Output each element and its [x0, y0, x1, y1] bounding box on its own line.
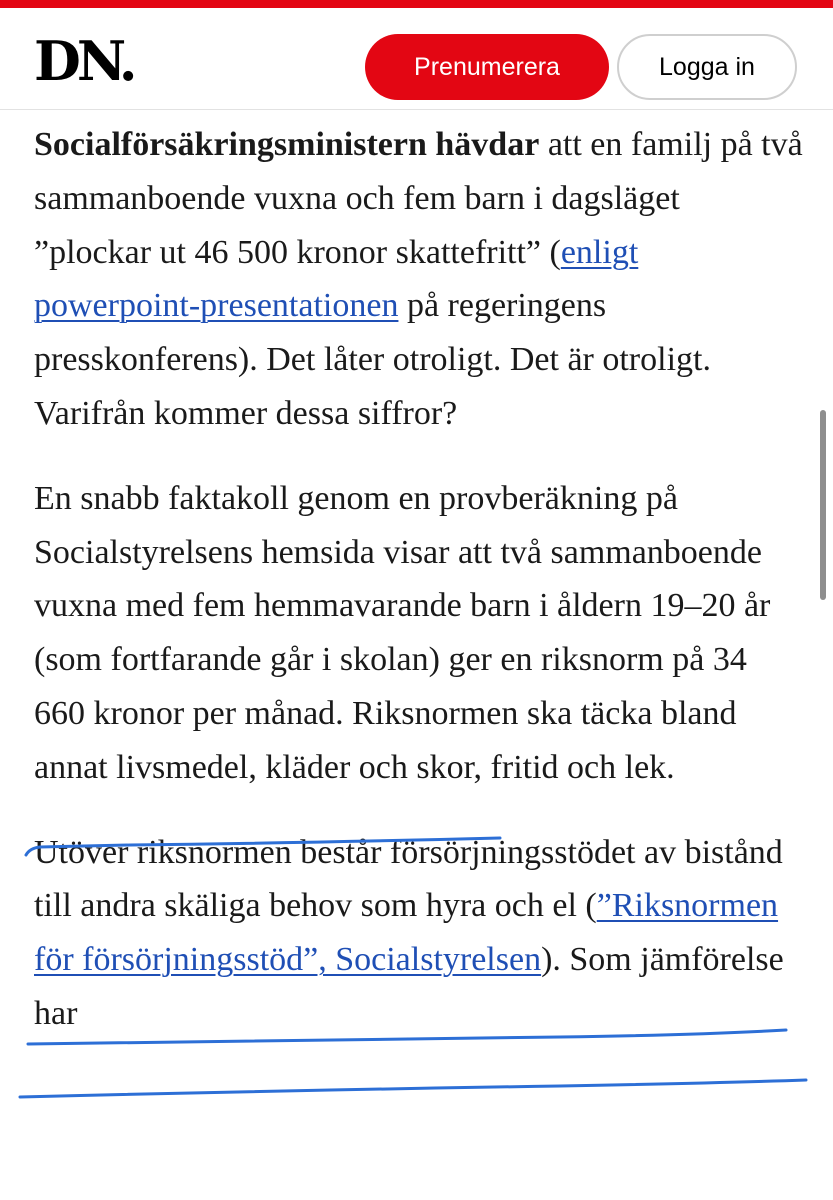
paragraph-3-text: Utöver riksnormen består försörjningsstödet av bistånd till andra skäliga behov som hyra och el ( [34, 833, 783, 925]
login-button[interactable]: Logga in [617, 34, 797, 100]
powerpoint-presentation-link[interactable]: enligt powerpoint-presentationen [34, 233, 639, 325]
header-divider [0, 109, 833, 110]
brand-top-strip [0, 0, 833, 8]
paragraph-1 [34, 118, 804, 441]
paragraph-3-text-end: ). Som jämförelse har [34, 941, 784, 1032]
riksnormen-link[interactable]: ”Riksnormen för försörjningsstöd”, Socialstyrelsen [34, 887, 779, 979]
pen-underline-line-2 [20, 1080, 806, 1097]
article-body [34, 118, 804, 1072]
site-header [0, 8, 833, 109]
paragraph-2: En snabb faktakoll genom en provberäkning på Socialstyrelsens hemsida visar att två sammanboende vuxna med fem hemmavarande barn i åldern 19–20 år (som fortfarande går i skolan) ger en riksnorm på 34 660 kronor per månad. Riksnormen ska täcka bland annat livsmedel, kläder och skor, fritid och lek. [34, 479, 771, 786]
paragraph-1-text: att en familj på två sammanboende vuxna och fem barn i dagsläget ”plockar ut 46 500 kronor skattefritt” ( [34, 126, 803, 271]
paragraph-3 [34, 826, 804, 1041]
paragraph-1-lead: Socialförsäkringsministern hävdar [34, 126, 540, 163]
scrollbar-thumb[interactable] [820, 410, 826, 600]
paragraph-1-text-end: på regeringens presskonferens). Det låter otroligt. Det är otroligt. Varifrån kommer dessa siffror? [34, 287, 711, 432]
subscribe-button[interactable]: Prenumerera [365, 34, 609, 100]
dn-logo[interactable]: DN. [34, 29, 134, 93]
